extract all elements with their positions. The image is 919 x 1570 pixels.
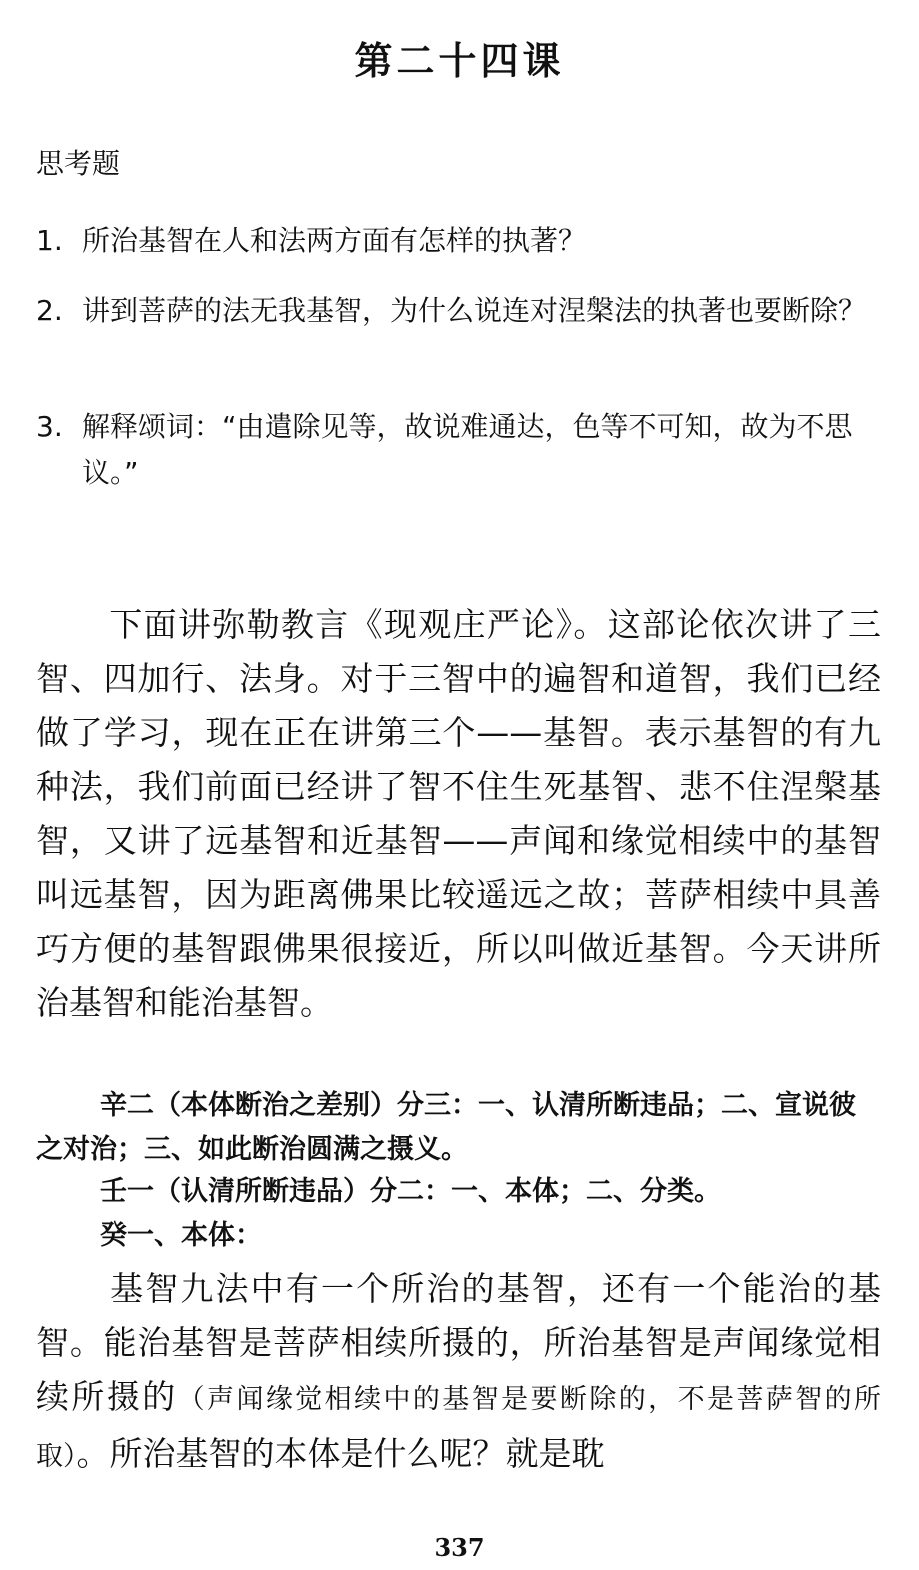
page-number: 337	[434, 1533, 485, 1562]
outline-subheading: 壬一（认清所断违品）分二：一、本体；二、分类。	[100, 1176, 721, 1207]
paragraph-text: 基智九法中有一个所治的基智，还有一个能治的基智。能治基智是菩萨相续所摄的，所治基智是声闻缘觉相续所摄的	[36, 1269, 881, 1416]
question-text: 解释颂词：“由遣除见等，故说难通达，色等不可知，故为不思议。”	[82, 410, 853, 489]
outline-subheading: 癸一、本体：	[100, 1220, 262, 1251]
body-paragraph	[36, 598, 881, 1030]
paragraph-text: 。所治基智的本体是什么呢？就是耽	[76, 1434, 605, 1473]
question-number: 2.	[36, 294, 63, 327]
question-item	[36, 288, 886, 334]
lesson-title: 第二十四课	[354, 38, 565, 83]
outline-heading: 辛二（本体断治之差别）分三：一、认清所断违品；二、宣说彼之对治；三、如此断治圆满之摄义。	[36, 1090, 856, 1165]
body-paragraph	[36, 1262, 881, 1484]
question-item	[36, 218, 886, 264]
question-item	[36, 404, 886, 496]
question-number: 3.	[36, 410, 63, 443]
question-number: 1.	[36, 224, 63, 257]
questions-heading: 思考题	[36, 147, 121, 180]
paragraph-note: （声闻缘觉相续中的基智是要断除的，不是菩萨智的所取）	[36, 1384, 882, 1472]
paragraph-text: 下面讲弥勒教言《现观庄严论》。这部论依次讲了三智、四加行、法身。对于三智中的遍智和道智，我们已经做了学习，现在正在讲第三个——基智。表示基智的有九种法，我们前面已经讲了智不住生死基智、悲不住涅槃基智，又讲了远基智和近基智——声闻和缘觉相续中的基智叫远基智，因为距离佛果比较遥远之故；菩萨相续中具善巧方便的基智跟佛果很接近，所以叫做近基智。今天讲所治基智和能治基智。	[36, 605, 881, 1022]
question-text: 讲到菩萨的法无我基智，为什么说连对涅槃法的执著也要断除？	[82, 294, 867, 327]
question-text: 所治基智在人和法两方面有怎样的执著？	[82, 224, 587, 257]
